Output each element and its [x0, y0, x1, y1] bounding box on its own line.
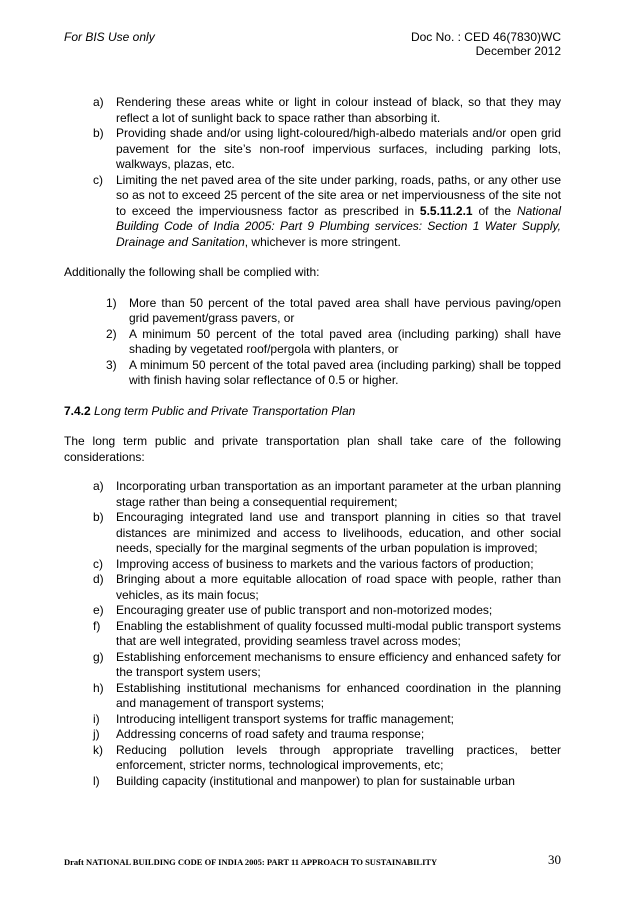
list-marker: b)	[93, 510, 104, 524]
paragraph-additionally: Additionally the following shall be complied with:	[64, 265, 320, 279]
page-number: 30	[548, 852, 561, 867]
section-number: 7.4.2	[64, 403, 91, 418]
list-marker: a)	[93, 95, 104, 109]
list-marker: f)	[93, 618, 101, 633]
list-marker: k)	[93, 742, 103, 757]
list-marker: l)	[93, 773, 100, 788]
list-item	[93, 727, 561, 743]
list-item	[93, 572, 561, 603]
doc-date: December 2012	[475, 44, 561, 58]
header-left: For BIS Use only	[64, 30, 155, 44]
list-text: Establishing enforcement mechanisms to ensure efficiency and enhanced safety for the transport system users;	[116, 649, 561, 679]
list-text: Incorporating urban transportation as an important parameter at the urban planning stage rather than being a consequential requirement;	[116, 479, 561, 509]
list-item	[93, 479, 561, 510]
list-text: , whichever is more stringent.	[244, 234, 401, 249]
list-transport-considerations	[93, 479, 561, 789]
list-marker: j)	[93, 727, 100, 741]
list-marker: d)	[93, 572, 104, 586]
list-marker: 3)	[106, 357, 117, 372]
list-marker: e)	[93, 603, 104, 617]
list-text: Limiting the net paved area of the site under parking, roads, paths, or any other use so as not to exceed 25 percent of the site area or net imperviousness of the site not to exceed the imperviousness factor as prescribed in	[116, 172, 561, 218]
list-text: Reducing pollution levels through appropriate travelling practices, better enforcement, stricter norms, technological improvements, etc;	[116, 742, 561, 772]
list-text: Enabling the establishment of quality focussed multi-modal public transport systems that are well integrated, providing seamless travel across modes;	[116, 618, 561, 648]
list-item	[93, 603, 561, 619]
list-marker: 2)	[106, 326, 117, 341]
list-text: Rendering these areas white or light in colour instead of black, so that they may reflect a lot of sunlight back to space rather than absorbing it.	[116, 95, 561, 125]
list-paved-area	[106, 296, 561, 389]
list-item	[93, 773, 561, 790]
list-text: Building capacity (institutional and manpower) to plan for sustainable urban	[116, 773, 515, 788]
list-marker: c)	[93, 556, 103, 571]
list-heat-island	[93, 95, 561, 250]
list-marker: 1)	[106, 295, 117, 310]
list-text: Bringing about a more equitable allocation of road space with people, rather than vehicles, as its main focus;	[116, 572, 561, 602]
list-text: Encouraging integrated land use and transport planning in cities so that travel distances are minimized and access to livelihoods, education, and other social needs, specially for the marginal segments of the urban population is improved;	[116, 510, 561, 555]
list-item	[93, 742, 561, 774]
list-text: Encouraging greater use of public transport and non-motorized modes;	[116, 603, 493, 617]
list-item	[93, 680, 561, 712]
list-item	[106, 357, 561, 389]
list-marker: a)	[93, 479, 104, 493]
list-text: A minimum 50 percent of the total paved area (including parking) shall have shading by vegetated roof/pergola with planters, or	[129, 326, 561, 356]
list-item	[93, 126, 561, 173]
section-title: Long term Public and Private Transportation Plan	[94, 403, 356, 418]
clause-reference: 5.5.11.2.1	[419, 203, 473, 218]
list-marker: i)	[93, 711, 100, 726]
list-item	[93, 556, 561, 573]
list-text: Establishing institutional mechanisms for enhanced coordination in the planning and management of transport systems;	[116, 680, 561, 710]
list-item	[93, 95, 561, 126]
code-reference: National Building Code of India 2005: Part 9 Plumbing services: Section 1 Water Supply, Drainage and Sanitation	[116, 203, 561, 249]
list-item	[106, 326, 561, 358]
footer-title: Draft NATIONAL BUILDING CODE OF INDIA 2005: PART 11 APPROACH TO SUSTAINABILITY	[64, 857, 438, 867]
list-item	[106, 295, 561, 327]
list-item	[93, 711, 561, 728]
list-marker: h)	[93, 680, 104, 695]
list-item	[93, 172, 561, 251]
list-marker: b)	[93, 126, 104, 140]
list-item	[93, 618, 561, 650]
list-text: of the	[472, 203, 517, 218]
list-marker: g)	[93, 649, 104, 664]
list-text: A minimum 50 percent of the total paved area (including parking) shall be topped with finish having solar reflectance of 0.5 or higher.	[129, 357, 561, 387]
list-text: Improving access of business to markets and the various factors of production;	[116, 556, 534, 571]
paragraph-transport: The long term public and private transportation plan shall take care of the following considerations:	[64, 434, 561, 464]
list-text: More than 50 percent of the total paved area shall have pervious paving/open grid pavement/grass pavers, or	[129, 295, 561, 325]
header-right	[411, 30, 561, 58]
list-marker: c)	[93, 172, 103, 187]
list-item	[93, 649, 561, 681]
list-text: Introducing intelligent transport systems for traffic management;	[116, 711, 454, 726]
doc-number: Doc No. : CED 46(7830)WC	[410, 30, 561, 44]
list-item	[93, 510, 561, 557]
page-content	[64, 95, 561, 789]
section-heading	[64, 404, 561, 420]
list-text: Addressing concerns of road safety and trauma response;	[116, 727, 425, 741]
list-text: Providing shade and/or using light-coloured/high-albedo materials and/or open grid pavement for the site’s non-roof impervious surfaces, including parking lots, walkways, plazas, etc.	[116, 126, 561, 171]
